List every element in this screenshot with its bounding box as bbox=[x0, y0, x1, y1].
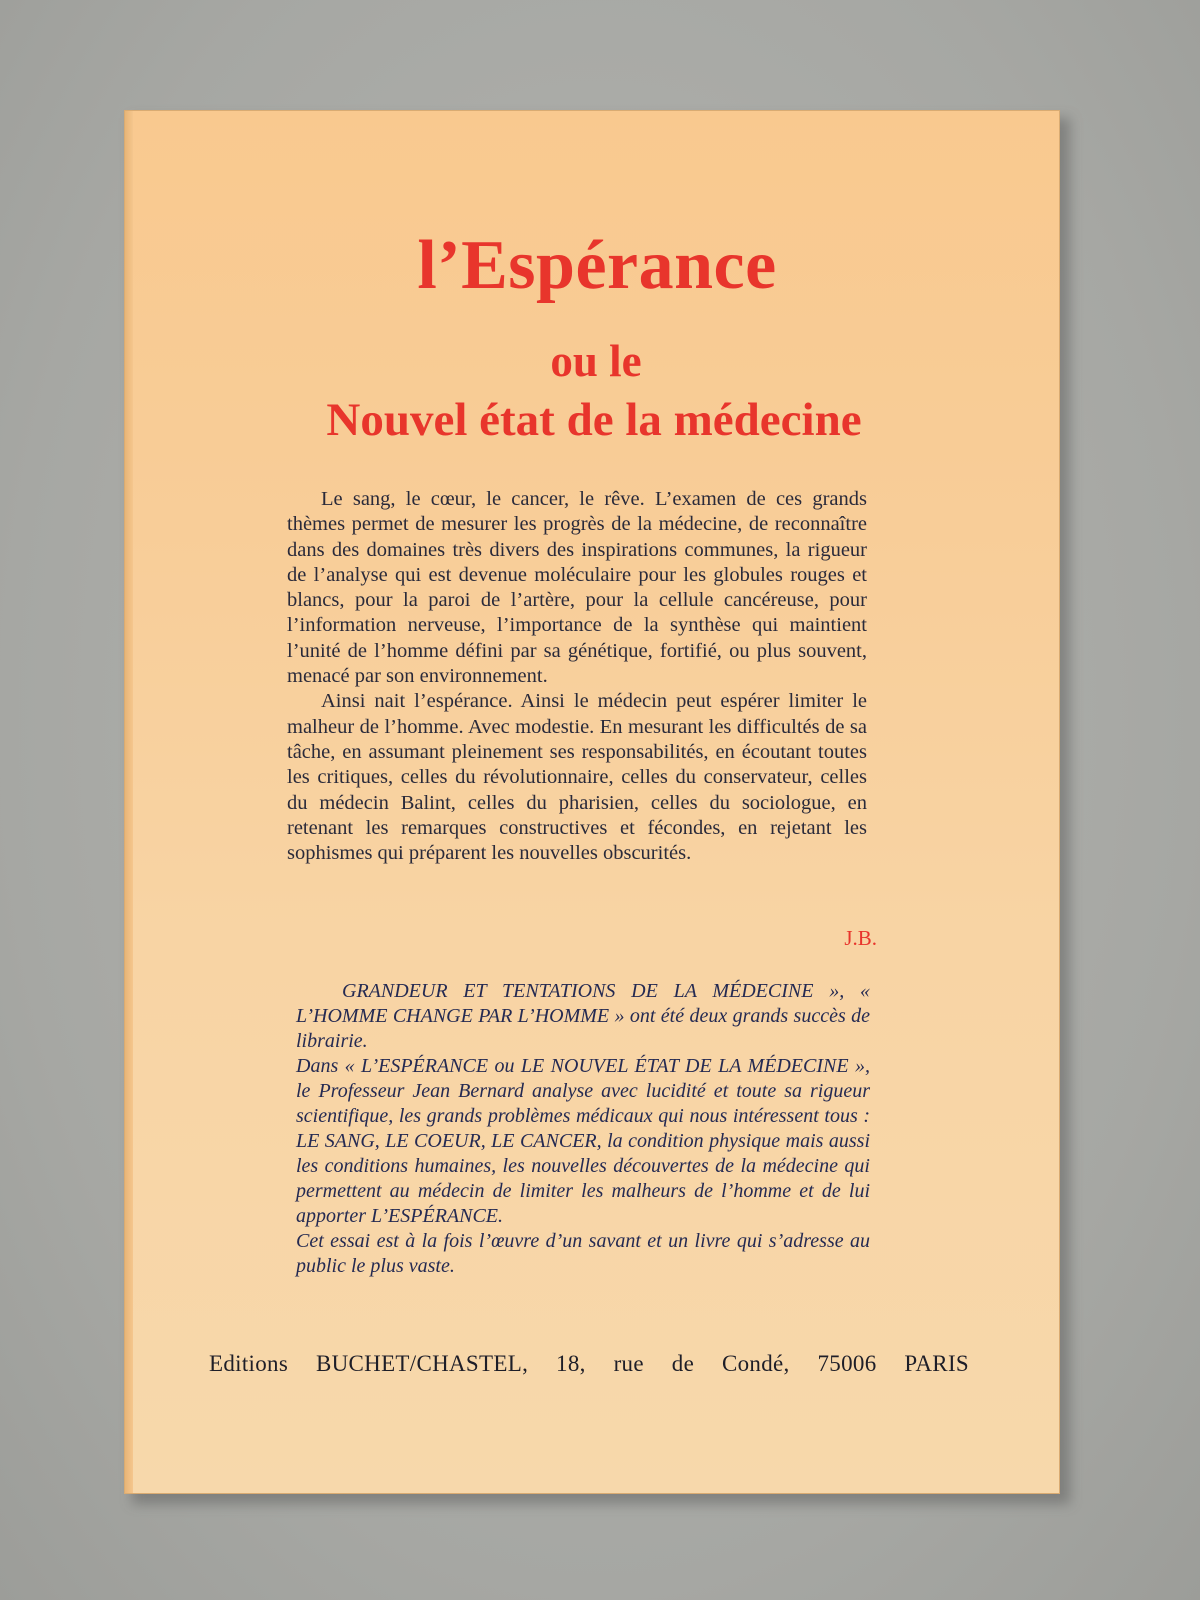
book-back-cover bbox=[124, 110, 1060, 1494]
publisher-address: Editions BUCHET/CHASTEL, 18, rue de Condé, 75006 PARIS bbox=[209, 1351, 969, 1376]
book-title: l’Espérance bbox=[417, 227, 777, 304]
blurb-paragraph: Dans « L’ESPÉRANCE ou LE NOUVEL ÉTAT DE LA MÉDECINE », le Professeur Jean Bernard analyse avec lucidité et toute sa rigueur scientifique, les grands problèmes médicaux qui nous intéressent tous : LE SANG, LE COEUR, LE CANCER, la condition physique mais aussi les conditions humaines, les nouvelles découvertes de la médecine qui permettent au médecin de limiter les malheurs de l’homme et de lui apporter L’ESPÉRANCE. bbox=[296, 1055, 870, 1227]
publisher-blurb bbox=[296, 979, 870, 1279]
blurb-paragraph: Cet essai est à la fois l’œuvre d’un savant et un livre qui s’adresse au public le plus vaste. bbox=[296, 1230, 870, 1277]
subtitle-line-1: ou le bbox=[550, 336, 642, 386]
author-text bbox=[287, 487, 867, 866]
spine-edge bbox=[125, 111, 133, 1493]
subtitle-line-2: Nouvel état de la médecine bbox=[326, 394, 862, 446]
author-paragraph: Ainsi nait l’espérance. Ainsi le médecin peut espérer limiter le malheur de l’homme. Avec modestie. En mesurant les difficultés de sa tâche, en assumant pleinement ses responsabilités, en écoutant toutes les critiques, celles du révolutionnaire, celles du conservateur, celles du médecin Balint, celles du pharisien, celles du sociologue, en retenant les remarques constructives et fécondes, en rejetant les sophismes qui préparent les nouvelles obscurités. bbox=[287, 690, 867, 865]
author-paragraph: Le sang, le cœur, le cancer, le rêve. L’examen de ces grands thèmes permet de mesurer les progrès de la médecine, de reconnaître dans des domaines très divers des inspirations communes, la rigueur de l’analyse qui est devenue moléculaire pour les globules rouges et blancs, pour la paroi de l’artère, pour la cellule cancéreuse, pour l’information nerveuse, l’importance de la synthèse qui maintient l’unité de l’homme défini par sa génétique, fortifié, ou plus souvent, menacé par son environnement. bbox=[287, 488, 867, 688]
author-signature: J.B. bbox=[844, 926, 877, 950]
blurb-paragraph: GRANDEUR ET TENTATIONS DE LA MÉDECINE », « L’HOMME CHANGE PAR L’HOMME » ont été deux grands succès de librairie. bbox=[296, 980, 870, 1052]
